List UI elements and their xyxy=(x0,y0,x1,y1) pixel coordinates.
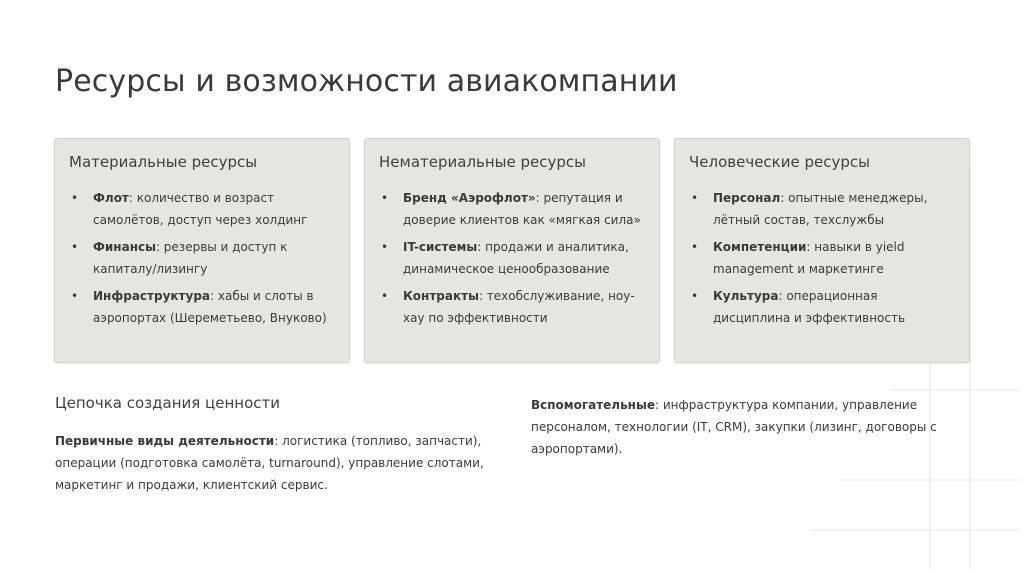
card-title: Нематериальные ресурсы xyxy=(379,153,587,171)
card-intangible-resources xyxy=(364,138,660,363)
bullet-icon: • xyxy=(691,191,699,205)
list-item xyxy=(69,285,335,329)
slide-title: Ресурсы и возможности авиакомпании xyxy=(55,64,678,99)
list-item xyxy=(689,285,955,329)
item-term: Финансы xyxy=(93,240,156,254)
bullet-icon: • xyxy=(381,289,389,303)
list-item xyxy=(379,187,645,231)
item-text: : навыки в yield management и маркетинге xyxy=(713,240,905,276)
bullet-icon: • xyxy=(71,191,79,205)
primary-activities-paragraph xyxy=(55,430,495,496)
item-text: : репутация и доверие клиентов как «мягкая сила» xyxy=(403,191,641,227)
item-text: : опытные менеджеры, лётный состав, техслужбы xyxy=(713,191,928,227)
item-term: Компетенции xyxy=(713,240,807,254)
item-text: : количество и возраст самолётов, доступ через холдинг xyxy=(93,191,308,227)
card-list xyxy=(379,187,645,329)
item-text: : резервы и доступ к капиталу/лизингу xyxy=(93,240,288,276)
item-text: : продажи и аналитика, динамическое ценообразование xyxy=(403,240,629,276)
list-item xyxy=(379,285,645,329)
item-term: Культура xyxy=(713,289,779,303)
bullet-icon: • xyxy=(71,289,79,303)
list-item xyxy=(69,236,335,280)
card-title: Материальные ресурсы xyxy=(69,153,258,171)
item-text: : операционная дисциплина и эффективность xyxy=(713,289,906,325)
bullet-icon: • xyxy=(691,240,699,254)
primary-activities-text: : логистика (топливо, запчасти), операции (подготовка самолёта, turnaround), управление слотами, маркетинг и продажи, клиентский сервис. xyxy=(55,434,484,492)
card-list xyxy=(689,187,955,329)
card-material-resources xyxy=(54,138,350,363)
bullet-icon: • xyxy=(381,240,389,254)
support-activities-paragraph xyxy=(531,394,971,460)
list-item xyxy=(689,187,955,231)
list-item xyxy=(689,236,955,280)
support-activities-text: : инфраструктура компании, управление персоналом, технологии (IT, CRM), закупки (лизинг, договоры с аэропортами). xyxy=(531,398,937,456)
value-chain-title: Цепочка создания ценности xyxy=(55,394,281,412)
item-term: Бренд «Аэрофлот» xyxy=(403,191,536,205)
item-term: IT-системы xyxy=(403,240,478,254)
item-term: Инфраструктура xyxy=(93,289,211,303)
item-text: : хабы и слоты в аэропортах (Шереметьево, Внуково) xyxy=(93,289,327,325)
item-term: Контракты xyxy=(403,289,479,303)
primary-activities-term: Первичные виды деятельности xyxy=(55,434,275,448)
bullet-icon: • xyxy=(381,191,389,205)
bullet-icon: • xyxy=(691,289,699,303)
list-item xyxy=(69,187,335,231)
card-human-resources xyxy=(674,138,970,363)
card-list xyxy=(69,187,335,329)
bullet-icon: • xyxy=(71,240,79,254)
item-text: : техобслуживание, ноу-хау по эффективности xyxy=(403,289,635,325)
list-item xyxy=(379,236,645,280)
item-term: Флот xyxy=(93,191,129,205)
card-title: Человеческие ресурсы xyxy=(689,153,870,171)
item-term: Персонал xyxy=(713,191,781,205)
support-activities-term: Вспомогательные xyxy=(531,398,655,412)
